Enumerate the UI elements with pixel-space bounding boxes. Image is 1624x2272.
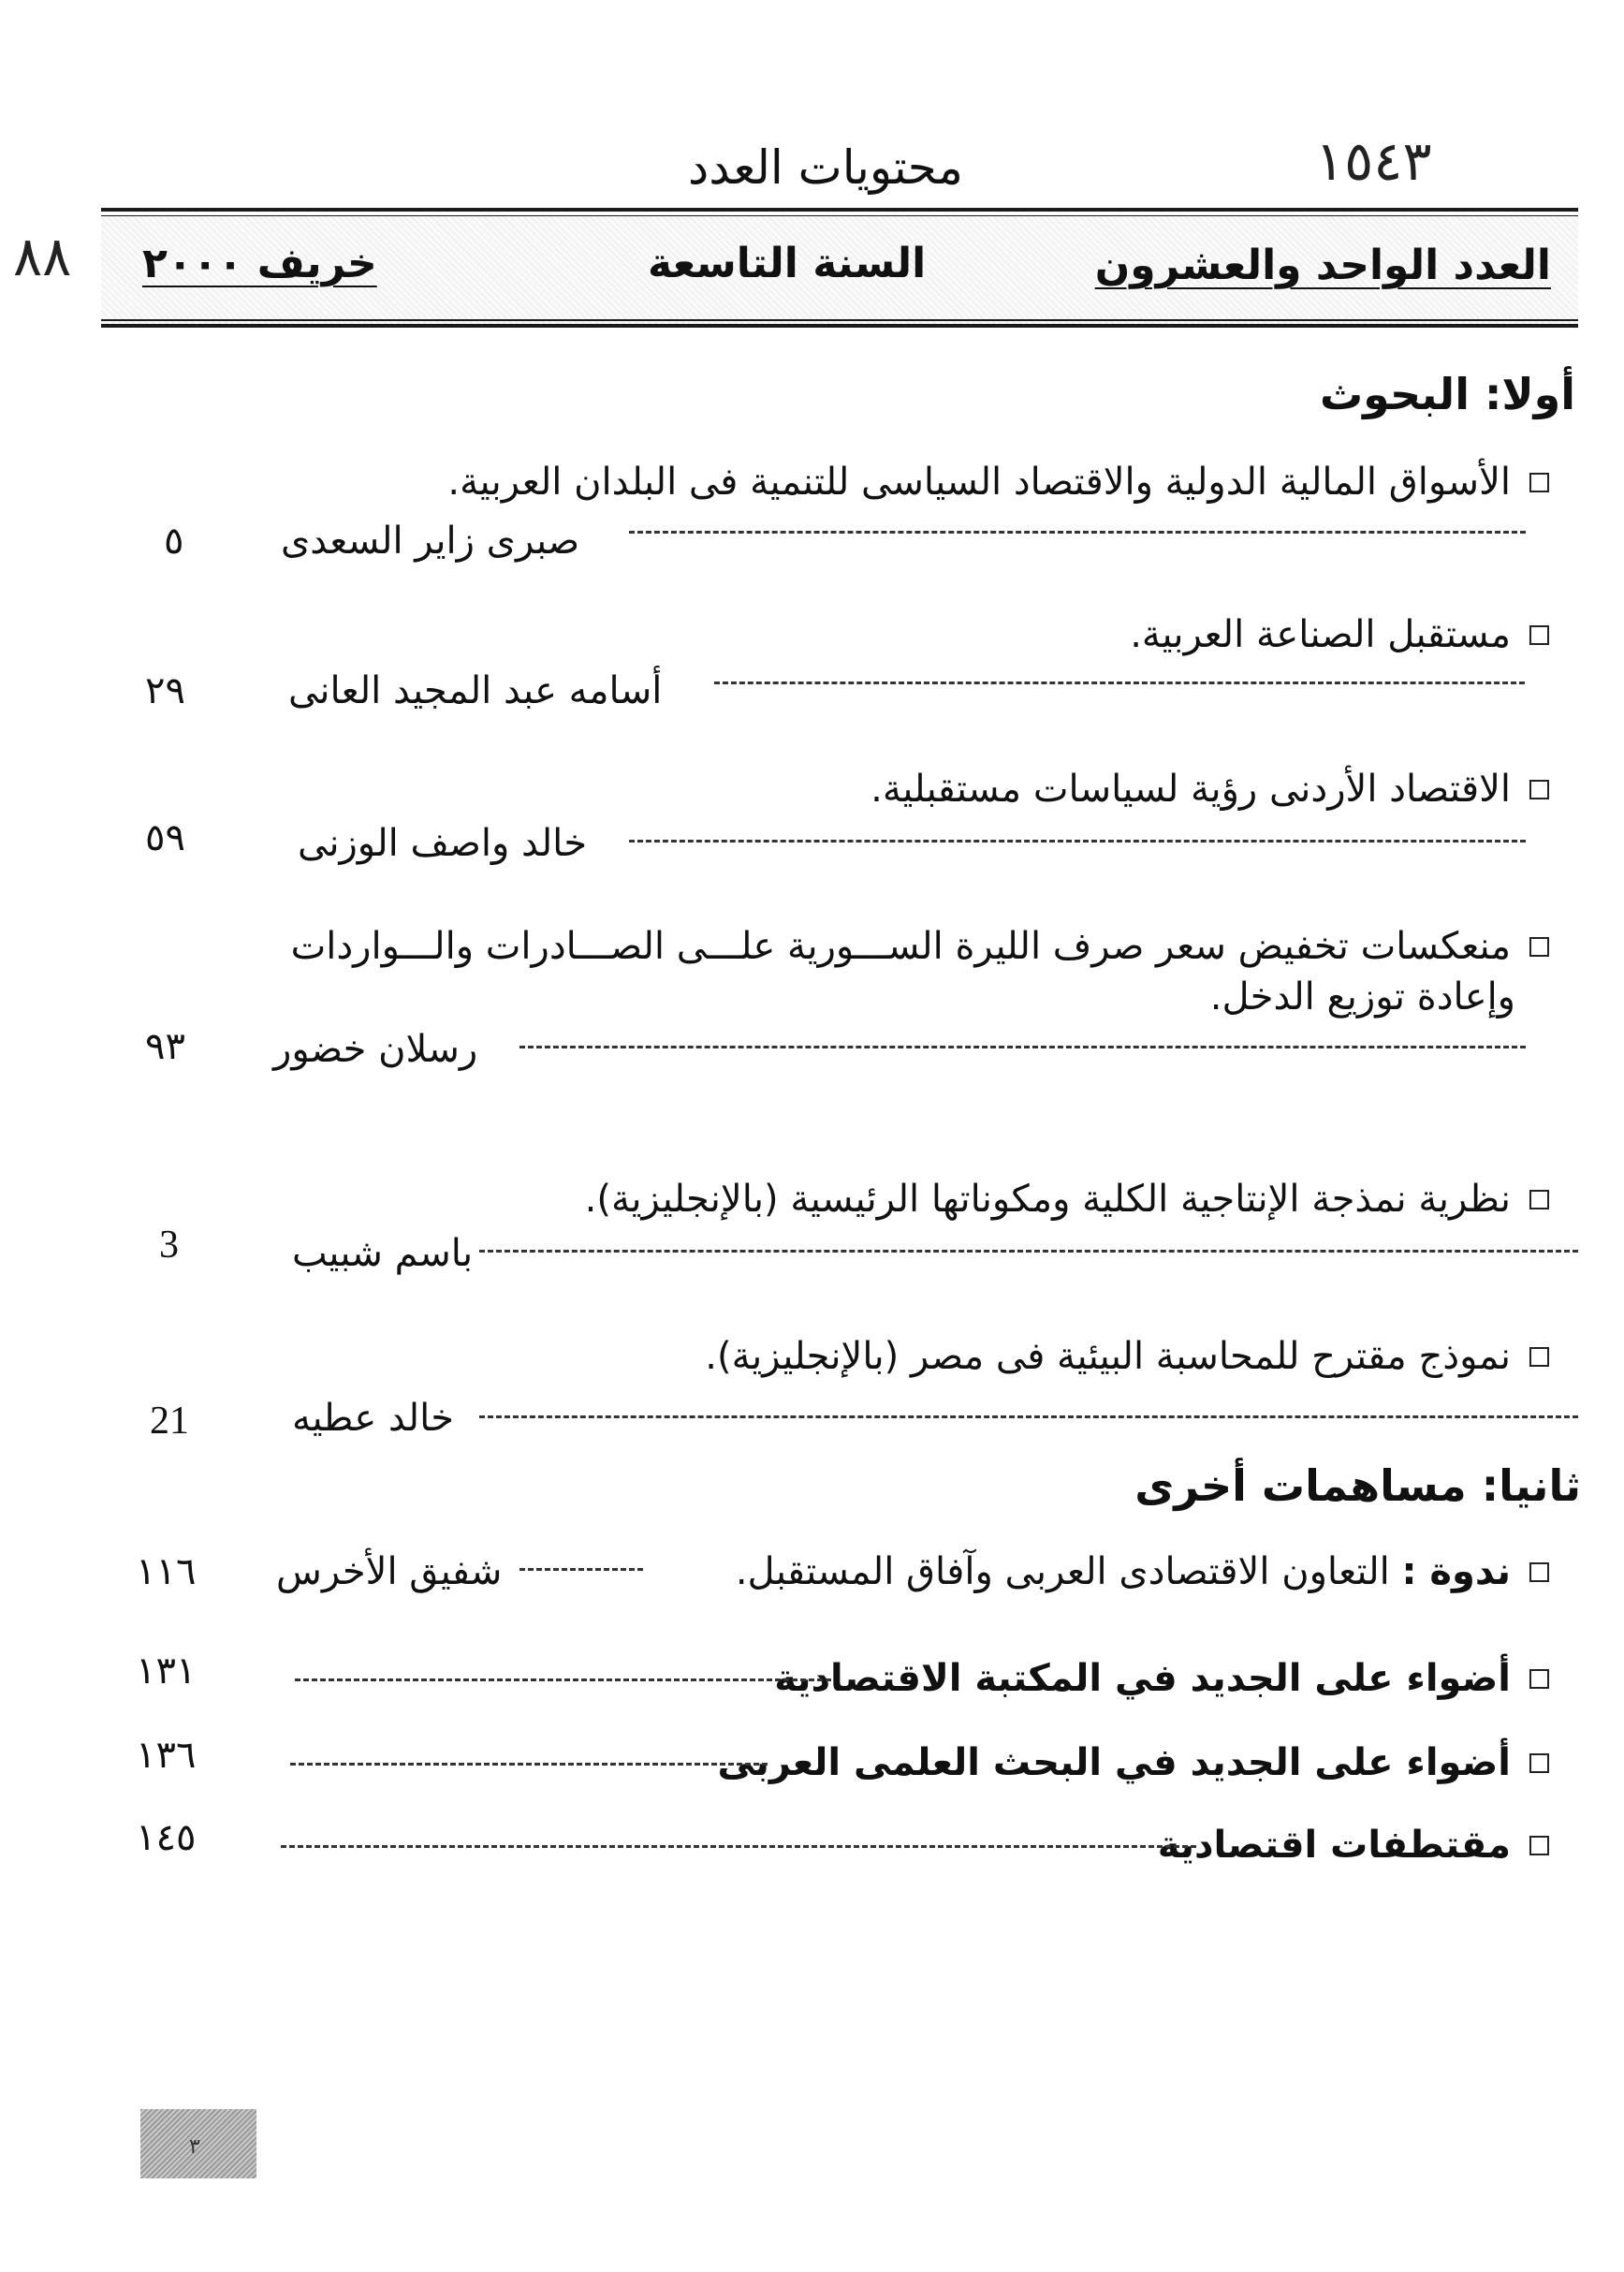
toc-entry-title	[291, 925, 1549, 968]
toc-entry-page: 3	[159, 1224, 179, 1267]
section-heading-research: أولا: البحوث	[1319, 369, 1575, 419]
dotted-leader	[519, 1046, 1526, 1048]
toc-entry-page: ١٤٥	[136, 1816, 197, 1859]
toc-entry-author: أسامه عبد المجيد العانى	[288, 669, 663, 712]
toc-entry-title	[585, 1178, 1549, 1221]
toc-entry-title	[717, 1741, 1549, 1784]
toc-entry-title	[871, 768, 1549, 811]
checkbox-bullet-icon	[1529, 1836, 1549, 1855]
page-title: محتويات العدد	[688, 140, 963, 195]
toc-entry-title-text: منعكسات تخفيض سعر صرف الليرة الســـورية علـــى الصـــادرات والـــواردات	[290, 925, 1511, 968]
margin-handwritten-number: ٨٨	[13, 225, 72, 288]
section-heading-other-contributions: ثانيا: مساهمات أخرى	[1134, 1460, 1581, 1511]
dotted-leader	[295, 1678, 831, 1681]
toc-entry-title	[705, 1335, 1549, 1378]
toc-entry-page: ٥	[164, 520, 184, 563]
checkbox-bullet-icon	[1529, 1562, 1549, 1582]
toc-entry-title-text: مقتطفات اقتصادية	[1157, 1824, 1511, 1867]
toc-entry-title-text: نظرية نمذجة الإنتاجية الكلية ومكوناتها الرئيسية (بالإنجليزية).	[584, 1178, 1511, 1221]
volume-year: السنة التاسعة	[648, 240, 927, 287]
toc-entry-title-text: نموذج مقترح للمحاسبة البيئية فى مصر (بالإنجليزية).	[705, 1335, 1511, 1378]
toc-entry-title-text: الأسواق المالية الدولية والاقتصاد السياسى للتنمية فى البلدان العربية.	[447, 461, 1511, 504]
page-number: ٣	[189, 2135, 200, 2159]
toc-entry-title-text: التعاون الاقتصادى العربى وآفاق المستقبل.	[735, 1550, 1390, 1593]
bottom-rule-thick	[101, 324, 1578, 328]
toc-entry-page: 21	[150, 1400, 189, 1443]
dotted-leader	[479, 1250, 1578, 1253]
toc-entry-author: صبرى زاير السعدى	[281, 520, 580, 563]
checkbox-bullet-icon	[1529, 1190, 1549, 1209]
dotted-leader	[629, 531, 1526, 534]
dotted-leader	[479, 1415, 1578, 1418]
toc-entry-title-text: أضواء على الجديد في البحث العلمى العربى	[717, 1741, 1511, 1784]
toc-entry-author: خالد عطيه	[292, 1397, 455, 1440]
toc-entry-page: ٩٣	[145, 1025, 185, 1068]
checkbox-bullet-icon	[1529, 1669, 1549, 1689]
toc-entry-title-continuation: وإعادة توزيع الدخل.	[1209, 975, 1515, 1019]
checkbox-bullet-icon	[1529, 1347, 1549, 1367]
checkbox-bullet-icon	[1529, 780, 1549, 799]
issue-season: خريف ٢٠٠٠	[142, 240, 377, 287]
checkbox-bullet-icon	[1529, 1753, 1549, 1773]
toc-entry-page: ١٣١	[136, 1649, 197, 1693]
toc-entry-seminar	[736, 1550, 1549, 1593]
toc-entry-page: ١٣٦	[136, 1734, 197, 1777]
toc-entry-author: خالد واصف الوزنى	[298, 822, 588, 865]
toc-entry-title	[1130, 613, 1549, 656]
toc-entry-title-text: أضواء على الجديد في المكتبة الاقتصادية	[774, 1657, 1511, 1700]
toc-entry-title	[447, 461, 1549, 504]
toc-entry-title	[1158, 1824, 1549, 1867]
toc-entry-title-text: مستقبل الصناعة العربية.	[1130, 613, 1511, 656]
dotted-leader	[281, 1845, 1196, 1848]
dotted-leader	[290, 1763, 768, 1766]
page-number-stamp	[140, 2109, 256, 2178]
issue-number: العدد الواحد والعشرون	[1094, 242, 1551, 289]
bottom-rule-thin	[101, 319, 1578, 321]
dotted-leader	[629, 840, 1526, 843]
top-rule-thick	[101, 208, 1578, 212]
dotted-leader	[519, 1568, 643, 1571]
toc-entry-author: رسلان خضور	[273, 1028, 478, 1071]
dotted-leader	[714, 682, 1525, 684]
toc-entry-title-text: الاقتصاد الأردنى رؤية لسياسات مستقبلية.	[871, 768, 1511, 811]
toc-entry-page: ٢٩	[145, 669, 185, 712]
handwritten-catalog-number: ١٥٤٣	[1315, 129, 1432, 193]
toc-entry-author: شفيق الأخرس	[276, 1550, 503, 1593]
toc-entry-page: ٥٩	[145, 816, 185, 859]
toc-entry-title	[774, 1657, 1549, 1700]
seminar-label: ندوة :	[1401, 1550, 1511, 1593]
checkbox-bullet-icon	[1529, 937, 1549, 957]
checkbox-bullet-icon	[1529, 473, 1549, 492]
toc-entry-author: باسم شبيب	[292, 1232, 474, 1275]
toc-entry-page: ١١٦	[136, 1550, 197, 1593]
checkbox-bullet-icon	[1529, 625, 1549, 645]
